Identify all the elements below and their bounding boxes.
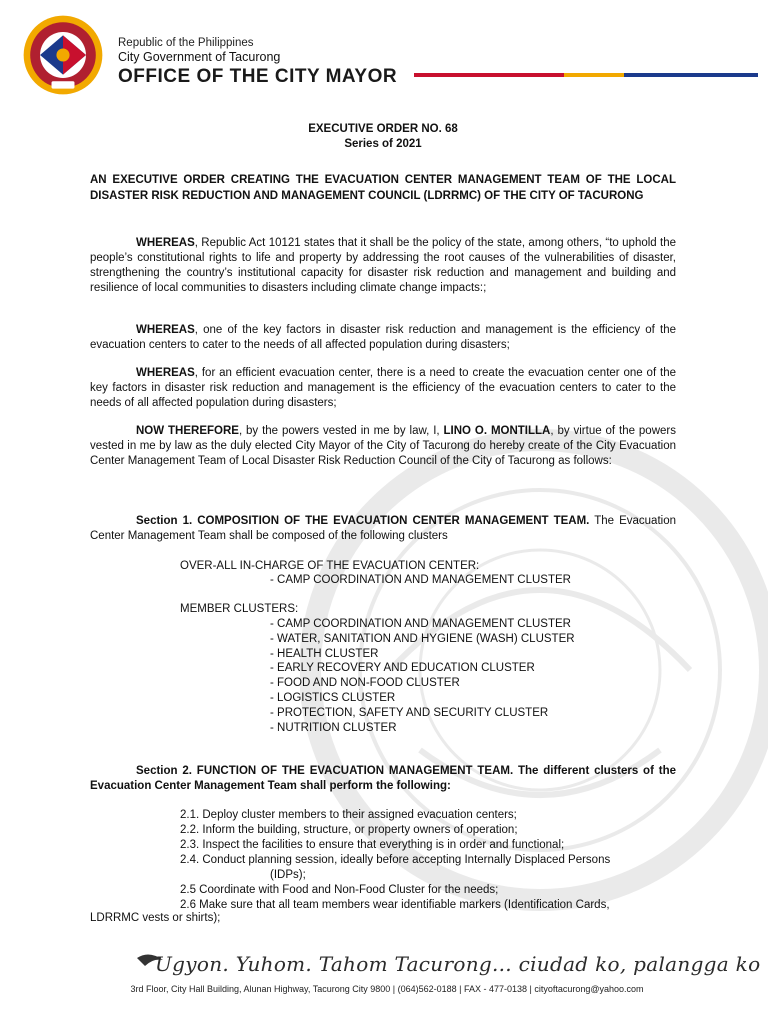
city-seal-logo: [22, 14, 104, 96]
member-clusters-list: [270, 617, 575, 735]
section-2-item-6-continuation: LDRRMC vests or shirts);: [90, 912, 221, 924]
whereas-paragraph-1: [90, 236, 676, 296]
list-item: 2.6 Make sure that all team members wear identifiable markers (Identification Cards,: [180, 899, 610, 911]
list-item: - LOGISTICS CLUSTER: [270, 691, 396, 704]
order-series: Series of 2021: [344, 138, 422, 150]
order-heading: AN EXECUTIVE ORDER CREATING THE EVACUATION CENTER MANAGEMENT TEAM OF THE LOCAL DISASTER RISK REDUCTION AND MANAGEMENT COUNCIL (LDRRMC) OF THE CITY OF TACURONG: [90, 174, 676, 202]
list-item: 2.3. Inspect the facilities to ensure that everything is in order and functional;: [180, 839, 565, 851]
list-item: - EARLY RECOVERY AND EDUCATION CLUSTER: [270, 662, 535, 675]
list-item-continuation: (IDPs);: [270, 869, 306, 881]
whereas-lead: WHEREAS: [136, 324, 195, 336]
list-item: 2.1. Deploy cluster members to their assigned evacuation centers;: [180, 809, 517, 821]
now-therefore-text-cont: , by virtue of the powers vested in me by law as the duly elected City Mayor of the City of Tacurong do hereby create of the City Evacuation Center Management Team of Local Disaster Risk Reduction Council of the City of Tacurong as follows:: [90, 425, 676, 467]
overall-in-charge-title: OVER-ALL IN-CHARGE OF THE EVACUATION CENTER:: [180, 560, 480, 572]
list-item: - WATER, SANITATION AND HYGIENE (WASH) CLUSTER: [270, 632, 575, 645]
letterhead: [118, 36, 397, 88]
letterhead-republic: Republic of the Philippines: [118, 37, 254, 49]
letterhead-office: OFFICE OF THE CITY MAYOR: [118, 66, 398, 87]
section-1-lead: Section 1. COMPOSITION OF THE EVACUATION CENTER MANAGEMENT TEAM.: [136, 515, 590, 527]
list-item: - CAMP COORDINATION AND MANAGEMENT CLUSTER: [270, 618, 571, 630]
whereas-paragraph-2: [90, 323, 676, 353]
motto-text: Ugyon. Yuhom. Tahom Tacurong... ciudad ko, palangga ko: [155, 952, 761, 976]
now-therefore-paragraph: [90, 424, 676, 469]
whereas-lead: WHEREAS: [136, 367, 195, 379]
now-therefore-text: , by the powers vested in me by law, I,: [238, 425, 444, 437]
mayor-name: LINO O. MONTILLA: [443, 425, 551, 437]
list-item: 2.5 Coordinate with Food and Non-Food Cluster for the needs;: [180, 884, 499, 896]
section-2-items: [180, 808, 676, 913]
section-2-paragraph: Section 2. FUNCTION OF THE EVACUATION MANAGEMENT TEAM. The different clusters of the Evacuation Center Management Team shall perform the following:: [90, 765, 676, 792]
footer-address: 3rd Floor, City Hall Building, Alunan Highway, Tacurong City 9800 | (064)562-0188 | FAX - 477-0138 | cityoftacurong@yahoo.com: [130, 984, 644, 994]
order-title: [90, 122, 676, 152]
whereas-lead: WHEREAS: [136, 237, 195, 249]
overall-in-charge-list: [270, 573, 571, 588]
list-item: - NUTRITION CLUSTER: [270, 721, 397, 734]
member-clusters-title: MEMBER CLUSTERS:: [180, 603, 299, 615]
whereas-text: , one of the key factors in disaster risk reduction and management is the efficiency of the evacuation centers to cater to the needs of all affected population during disasters;: [90, 324, 676, 351]
list-item: - PROTECTION, SAFETY AND SECURITY CLUSTER: [270, 706, 549, 719]
letterhead-color-bar: [414, 73, 758, 77]
section-1-text: The Evacuation Center Management Team shall be composed of the following clusters: [90, 515, 676, 542]
list-item: 2.2. Inform the building, structure, or property owners of operation;: [180, 824, 518, 836]
list-item: - FOOD AND NON-FOOD CLUSTER: [270, 677, 460, 690]
whereas-text: , Republic Act 10121 states that it shall be the policy of the state, among others, “to uphold the people’s constitutional rights to life and property by addressing the root causes of the vulnerabilities of disaster, strengthening the country’s institutional capacity for disaster risk reduction and management and building and resilience of local communities to disasters including climate change impacts:;: [90, 237, 676, 294]
whereas-paragraph-3: [90, 366, 676, 411]
now-therefore-lead: NOW THEREFORE: [136, 425, 239, 437]
order-number: EXECUTIVE ORDER NO. 68: [308, 123, 458, 135]
list-item: - HEALTH CLUSTER: [270, 647, 379, 660]
list-item: 2.4. Conduct planning session, ideally before accepting Internally Displaced Persons: [180, 854, 611, 866]
footer-motto: [135, 948, 761, 984]
list-item: - CAMP COORDINATION AND MANAGEMENT CLUSTER: [270, 574, 571, 586]
letterhead-city-government: City Government of Tacurong: [118, 50, 281, 64]
section-1-paragraph: [90, 514, 676, 544]
whereas-text: , for an efficient evacuation center, there is a need to create the evacuation center one of the key factors in disaster risk reduction and management is the efficiency of the evacuation centers to cater to the needs of all affected population during disasters;: [90, 367, 676, 409]
